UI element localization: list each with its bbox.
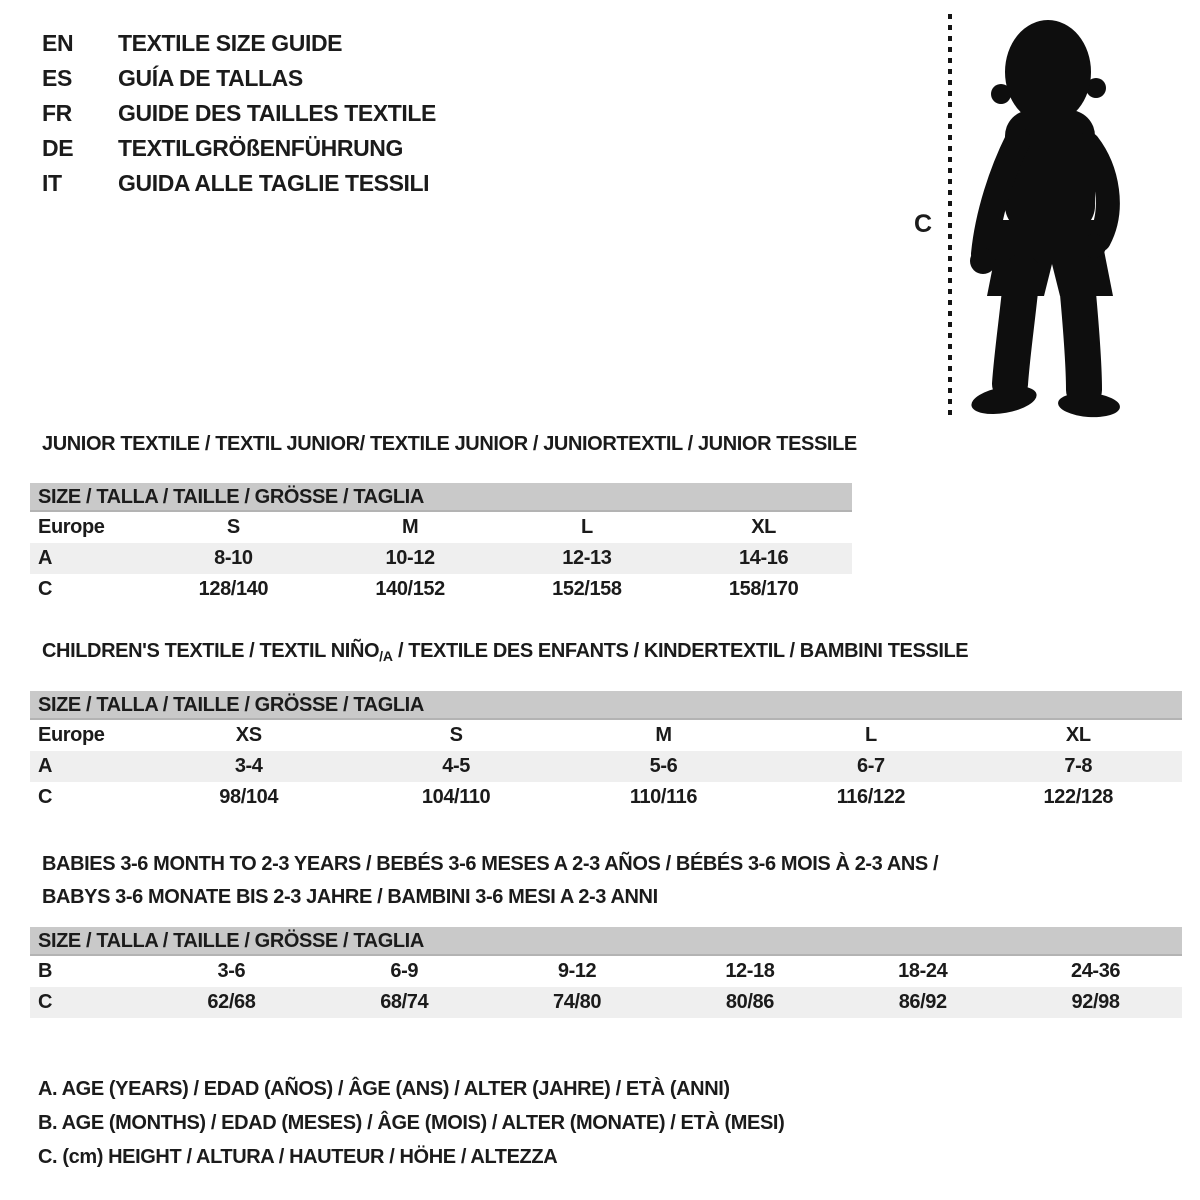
legend-line-b: B. AGE (MONTHS) / EDAD (MESES) / ÂGE (MOIS) / ALTER (MONATE) / ETÀ (MESI)	[38, 1112, 785, 1134]
children-size-table	[30, 691, 1182, 813]
legend-line-a: A. AGE (YEARS) / EDAD (AÑOS) / ÂGE (ANS) / ALTER (JAHRE) / ETÀ (ANNI)	[38, 1078, 730, 1100]
language-row	[42, 166, 436, 201]
row-label: C	[38, 578, 53, 600]
size-cell: 128/140	[198, 578, 269, 600]
babies-section-title	[42, 848, 938, 914]
children-title-main: CHILDREN'S TEXTILE / TEXTIL NIÑO	[42, 640, 380, 662]
size-cell: XL	[1065, 724, 1091, 746]
size-cell: XS	[235, 724, 262, 746]
table-row-height	[30, 574, 852, 605]
toddler-silhouette-icon	[960, 14, 1140, 418]
size-cell: M	[655, 724, 672, 746]
language-label: GUIDE DES TAILLES TEXTILE	[118, 100, 436, 126]
size-table-header: SIZE / TALLA / TAILLE / GRÖSSE / TAGLIA	[30, 927, 1182, 956]
size-cell: XL	[751, 516, 776, 538]
language-list	[42, 26, 436, 201]
children-section-title	[42, 640, 968, 664]
row-label: C	[38, 786, 53, 808]
size-cell: 3-6	[217, 960, 246, 982]
height-dashed-line	[948, 14, 952, 418]
size-cell: 6-7	[857, 755, 885, 777]
size-cell: 98/104	[219, 786, 279, 808]
size-cell: 116/122	[836, 786, 906, 808]
size-cell: 152/158	[552, 578, 622, 600]
row-label: Europe	[38, 516, 105, 538]
junior-section-title: JUNIOR TEXTILE / TEXTIL JUNIOR/ TEXTILE JUNIOR / JUNIORTEXTIL / JUNIOR TESSILE	[42, 433, 857, 455]
language-code: ES	[42, 65, 72, 91]
row-label: B	[38, 960, 53, 982]
children-title-rest: / TEXTILE DES ENFANTS / KINDERTEXTIL / BAMBINI TESSILE	[392, 640, 969, 662]
size-cell: L	[864, 724, 877, 746]
table-row-europe	[30, 720, 1182, 751]
size-cell: 24-36	[1070, 960, 1121, 982]
size-cell: 92/98	[1071, 991, 1120, 1013]
row-label: A	[38, 547, 53, 569]
language-row	[42, 26, 436, 61]
table-row-age	[30, 543, 852, 574]
size-cell: S	[226, 516, 240, 538]
size-cell: 86/92	[898, 991, 947, 1013]
language-label: TEXTILE SIZE GUIDE	[118, 30, 343, 56]
size-cell: 158/170	[728, 578, 799, 600]
size-cell: 6-9	[390, 960, 419, 982]
table-row-height	[30, 782, 1182, 813]
size-cell: 3-4	[234, 755, 263, 777]
language-row	[42, 61, 436, 96]
size-cell: M	[401, 516, 419, 538]
language-label: TEXTILGRÖßENFÜHRUNG	[118, 135, 403, 161]
size-cell: L	[580, 516, 593, 538]
size-cell: 12-13	[562, 547, 612, 569]
babies-title-line2: BABYS 3-6 MONATE BIS 2-3 JAHRE / BAMBINI 3-6 MESI A 2-3 ANNI	[42, 886, 658, 908]
table-row-age	[30, 751, 1182, 782]
legend-line-c: C. (cm) HEIGHT / ALTURA / HAUTEUR / HÖHE / ALTEZZA	[38, 1146, 558, 1168]
size-cell: 7-8	[1064, 755, 1093, 777]
height-measure-label: C	[914, 210, 932, 238]
size-cell: 104/110	[421, 786, 491, 808]
size-table-header: SIZE / TALLA / TAILLE / GRÖSSE / TAGLIA	[30, 691, 1182, 720]
size-cell: 4-5	[442, 755, 470, 777]
size-cell: 74/80	[553, 991, 602, 1013]
size-cell: 9-12	[557, 960, 597, 982]
language-code: EN	[42, 30, 74, 56]
size-cell: 5-6	[649, 755, 678, 777]
children-title-sub: /A	[379, 648, 393, 664]
size-cell: 8-10	[214, 547, 253, 569]
babies-size-table	[30, 927, 1182, 1018]
babies-title-line1: BABIES 3-6 MONTH TO 2-3 YEARS / BEBÉS 3-6 MESES A 2-3 AÑOS / BÉBÉS 3-6 MOIS À 2-3 ANS /	[42, 853, 939, 875]
language-code: FR	[42, 100, 72, 126]
junior-size-table	[30, 483, 852, 605]
measurement-legend	[38, 1072, 784, 1174]
language-code: DE	[42, 135, 74, 161]
language-label: GUÍA DE TALLAS	[118, 65, 303, 91]
table-row-height	[30, 987, 1182, 1018]
size-cell: 68/74	[380, 991, 429, 1013]
size-cell: 80/86	[725, 991, 774, 1013]
row-label: Europe	[38, 724, 105, 746]
table-row-europe	[30, 512, 852, 543]
row-label: A	[38, 755, 53, 777]
row-label: C	[38, 991, 53, 1013]
language-row	[42, 96, 436, 131]
size-cell: 18-24	[898, 960, 948, 982]
language-code: IT	[42, 170, 62, 196]
table-row-age-months	[30, 956, 1182, 987]
language-label: GUIDA ALLE TAGLIE TESSILI	[118, 170, 430, 196]
size-cell: 14-16	[739, 547, 789, 569]
size-cell: 12-18	[725, 960, 775, 982]
size-cell: 140/152	[375, 578, 445, 600]
size-cell: 62/68	[207, 991, 256, 1013]
size-table-header: SIZE / TALLA / TAILLE / GRÖSSE / TAGLIA	[30, 483, 852, 512]
size-cell: S	[449, 724, 463, 746]
language-row	[42, 131, 436, 166]
size-cell: 122/128	[1043, 786, 1114, 808]
size-cell: 10-12	[385, 547, 435, 569]
size-cell: 110/116	[629, 786, 698, 808]
